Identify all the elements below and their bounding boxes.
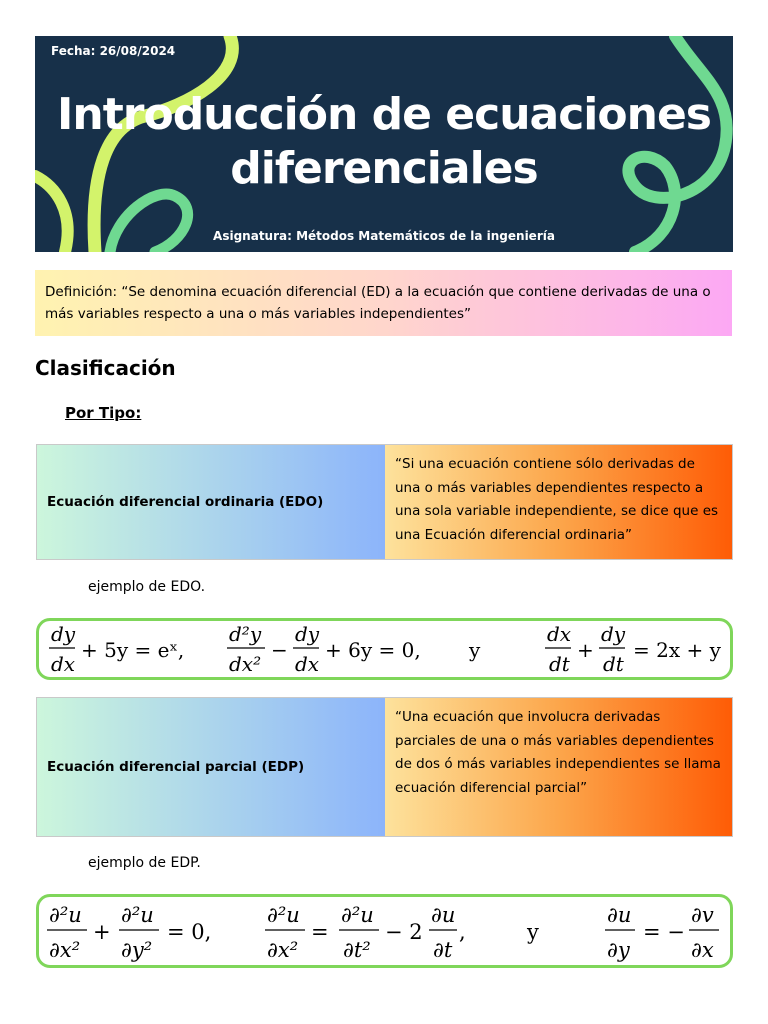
edp-eq2-minus: − 2 bbox=[385, 920, 423, 944]
edo-eq2-numerator: d²y bbox=[229, 622, 262, 646]
edo-eq3-plus: + bbox=[577, 638, 594, 662]
edp-eq1-denominator-2: ∂y² bbox=[121, 938, 153, 962]
edp-eq3-denominator: ∂y bbox=[607, 938, 630, 962]
edp-equations bbox=[39, 897, 733, 968]
page-title bbox=[35, 88, 733, 196]
edp-equation-box bbox=[36, 894, 733, 968]
title-line-1: Introducción de ecuaciones bbox=[57, 89, 711, 140]
edp-eq1-denominator: ∂x² bbox=[49, 938, 81, 962]
edo-eq1-numerator: dy bbox=[51, 622, 76, 646]
edp-eq2-comma: , bbox=[459, 920, 466, 944]
edo-name-cell: Ecuación diferencial ordinaria (EDO) bbox=[37, 445, 385, 559]
edo-description-cell: “Si una ecuación contiene sólo derivadas de una o más variables dependientes respecto a una sola variable independiente, se dice que es una Ecuación diferencial ordinaria” bbox=[385, 445, 732, 559]
edo-example-label: ejemplo de EDO. bbox=[88, 579, 206, 595]
edo-table bbox=[36, 444, 733, 560]
edp-example-label: ejemplo de EDP. bbox=[88, 855, 201, 871]
edo-eq1-rest: + 5y = eˣ, bbox=[81, 638, 185, 662]
edo-eq2-minus: − bbox=[271, 638, 288, 662]
edo-eq3-numerator: dx bbox=[547, 622, 572, 646]
edo-eq1-denominator: dx bbox=[51, 652, 76, 676]
edo-conjunction: y bbox=[469, 638, 481, 662]
edp-name-cell: Ecuación diferencial parcial (EDP) bbox=[37, 698, 385, 836]
edo-equations bbox=[39, 621, 733, 680]
edp-table bbox=[36, 697, 733, 837]
definition-box: Definición: “Se denomina ecuación diferencial (ED) a la ecuación que contiene derivadas de una o más variables respecto a una o más variables independientes” bbox=[35, 270, 732, 336]
edp-eq3-numerator-2: ∂v bbox=[691, 903, 714, 927]
date-label: Fecha: 26/08/2024 bbox=[51, 44, 176, 58]
edo-eq3-numerator-2: dy bbox=[601, 622, 626, 646]
edp-eq3-denominator-2: ∂x bbox=[691, 938, 714, 962]
header-banner bbox=[35, 36, 733, 252]
edo-eq2-numerator-2: dy bbox=[295, 622, 320, 646]
subject-label: Asignatura: Métodos Matemáticos de la ingeniería bbox=[213, 229, 555, 243]
edp-eq1-numerator-2: ∂²u bbox=[121, 903, 154, 927]
edp-eq3-equals-minus: = − bbox=[643, 920, 685, 944]
edp-eq3-numerator: ∂u bbox=[607, 903, 632, 927]
edp-eq2-numerator-3: ∂u bbox=[431, 903, 456, 927]
edp-eq2-denominator-3: ∂t bbox=[433, 938, 453, 962]
edo-eq3-denominator-2: dt bbox=[603, 652, 624, 676]
edp-description-cell: “Una ecuación que involucra derivadas parciales de una o más variables dependientes de dos ó más variables independientes se llama ecuación diferencial parcial” bbox=[385, 698, 732, 836]
edp-eq1-numerator: ∂²u bbox=[49, 903, 82, 927]
edp-conjunction: y bbox=[527, 920, 539, 944]
subsection-heading: Por Tipo: bbox=[65, 404, 142, 422]
edp-eq2-numerator: ∂²u bbox=[267, 903, 300, 927]
edo-eq2-denominator-2: dx bbox=[295, 652, 320, 676]
edo-eq2-denominator: dx² bbox=[229, 652, 262, 676]
edp-eq2-equals: = bbox=[311, 920, 329, 944]
edo-equation-box bbox=[36, 618, 733, 680]
section-heading: Clasificación bbox=[35, 356, 176, 380]
edo-eq2-rest: + 6y = 0, bbox=[325, 638, 421, 662]
edp-eq2-denominator-2: ∂t² bbox=[343, 938, 371, 962]
edo-eq3-rest: = 2x + y bbox=[633, 638, 721, 662]
edp-eq1-rest: = 0, bbox=[167, 920, 212, 944]
edp-eq2-numerator-2: ∂²u bbox=[341, 903, 374, 927]
edp-eq2-denominator: ∂x² bbox=[267, 938, 299, 962]
edo-eq3-denominator: dt bbox=[549, 652, 570, 676]
edp-eq1-plus: + bbox=[93, 920, 111, 944]
title-line-2: diferenciales bbox=[230, 143, 538, 194]
